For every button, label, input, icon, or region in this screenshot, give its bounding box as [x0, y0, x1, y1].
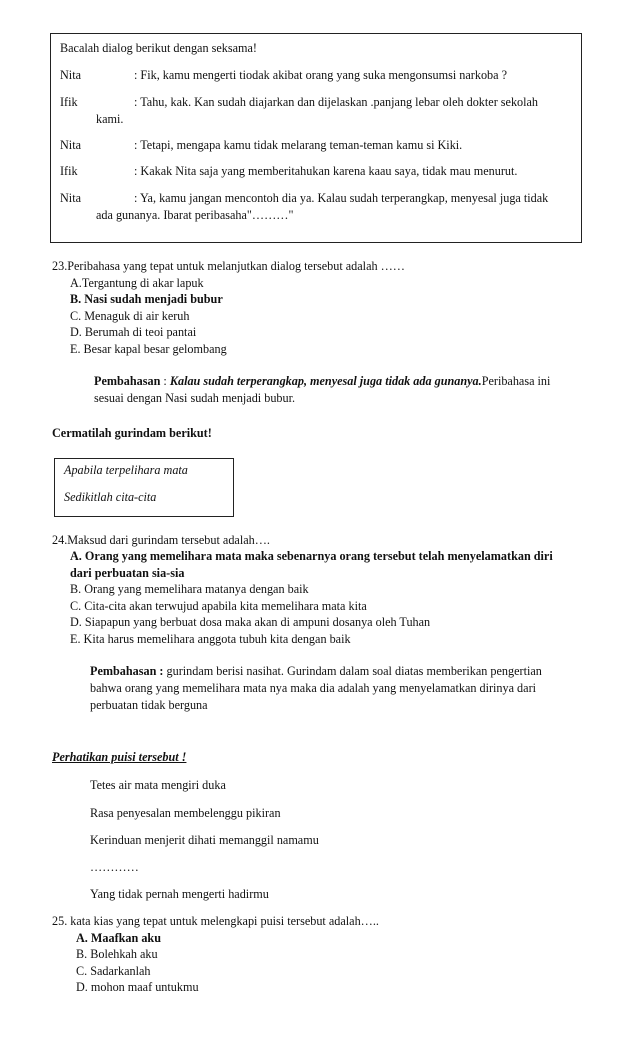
- q23-pembahasan: [94, 373, 550, 389]
- dialog-text: : Ya, kamu jangan mencontoh dia ya. Kalau sudah terperangkap, menyesal juga tidak: [134, 191, 549, 205]
- gurindam-line: Apabila terpelihara mata: [64, 463, 188, 477]
- q23-question: 23.Peribahasa yang tepat untuk melanjutkan dialog tersebut adalah ……: [52, 259, 405, 273]
- pembahasan-sep: :: [160, 374, 170, 388]
- q23-option-b: B. Nasi sudah menjadi bubur: [70, 292, 223, 306]
- q25-option-a: A. Maafkan aku: [76, 931, 161, 945]
- dialog-text-cont: ada gunanya. Ibarat peribasaha"………": [96, 208, 294, 222]
- q25-option-c: C. Sadarkanlah: [76, 964, 151, 978]
- q23-option-e: E. Besar kapal besar gelombang: [70, 342, 227, 356]
- puisi-line: Kerinduan menjerit dihati memanggil namamu: [90, 833, 319, 847]
- q24-pembahasan: [90, 663, 542, 679]
- dialog-text-cont: kami.: [96, 112, 124, 126]
- dialog-text: : Kakak Nita saja yang memberitahukan karena kaau saya, tidak mau menurut.: [134, 164, 518, 178]
- pembahasan-rest: Peribahasa ini: [481, 374, 551, 388]
- q23-pembahasan-line2: sesuai dengan Nasi sudah menjadi bubur.: [94, 391, 296, 405]
- dialog-speaker: Nita: [60, 68, 81, 82]
- q24-option-e: E. Kita harus memelihara anggota tubuh kita dengan baik: [70, 632, 351, 646]
- q23-option-c: C. Menaguk di air keruh: [70, 309, 190, 323]
- q23-option-a: A.Tergantung di akar lapuk: [70, 276, 204, 290]
- dialog-text: : Tetapi, mengapa kamu tidak melarang teman-teman kamu si Kiki.: [134, 138, 463, 152]
- q25-option-b: B. Bolehkah aku: [76, 947, 158, 961]
- dialog-speaker: Ifik: [60, 164, 78, 178]
- q24-option-a: A. Orang yang memelihara mata maka sebenarnya orang tersebut telah menyelamatkan diri: [70, 549, 553, 563]
- pembahasan-label: Pembahasan: [94, 374, 161, 388]
- q24-option-d: D. Siapapun yang berbuat dosa maka akan di ampuni dosanya oleh Tuhan: [70, 615, 431, 629]
- q24-question: 24.Maksud dari gurindam tersebut adalah….: [52, 533, 270, 547]
- dialog-intro: Bacalah dialog berikut dengan seksama!: [60, 41, 257, 55]
- q25-question: 25. kata kias yang tepat untuk melengkapi puisi tersebut adalah…..: [52, 914, 379, 928]
- pembahasan-quote: Kalau sudah terperangkap, menyesal juga tidak ada gunanya.: [169, 374, 482, 388]
- puisi-heading: Perhatikan puisi tersebut !: [52, 750, 187, 764]
- q24-option-b: B. Orang yang memelihara matanya dengan baik: [70, 582, 309, 596]
- dialog-text: : Tahu, kak. Kan sudah diajarkan dan dijelaskan .panjang lebar oleh dokter sekolah: [134, 95, 539, 109]
- puisi-line: …………: [90, 860, 139, 874]
- pembahasan-text: gurindam berisi nasihat. Gurindam dalam soal diatas memberikan pengertian: [163, 664, 542, 678]
- q24-pembahasan-line3: perbuatan tidak berguna: [90, 698, 208, 712]
- dialog-text: : Fik, kamu mengerti tiodak akibat orang yang suka mengonsumsi narkoba ?: [134, 68, 507, 82]
- dialog-speaker: Nita: [60, 138, 81, 152]
- dialog-speaker: Ifik: [60, 95, 78, 109]
- gurindam-line: Sedikitlah cita-cita: [64, 490, 157, 504]
- puisi-line: Rasa penyesalan membelenggu pikiran: [90, 806, 281, 820]
- gurindam-heading: Cermatilah gurindam berikut!: [52, 426, 212, 440]
- puisi-line: Yang tidak pernah mengerti hadirmu: [90, 887, 269, 901]
- puisi-line: Tetes air mata mengiri duka: [90, 778, 226, 792]
- q24-pembahasan-line2: bahwa orang yang memelihara mata nya maka dia adalah yang menyelamatkan dirinya dari: [90, 681, 537, 695]
- q23-option-d: D. Berumah di teoi pantai: [70, 325, 197, 339]
- q24-option-c: C. Cita-cita akan terwujud apabila kita memelihara mata kita: [70, 599, 367, 613]
- q24-option-a-cont: dari perbuatan sia-sia: [70, 566, 185, 580]
- pembahasan-label: Pembahasan :: [90, 664, 164, 678]
- q25-option-d: D. mohon maaf untukmu: [76, 980, 199, 994]
- dialog-speaker: Nita: [60, 191, 81, 205]
